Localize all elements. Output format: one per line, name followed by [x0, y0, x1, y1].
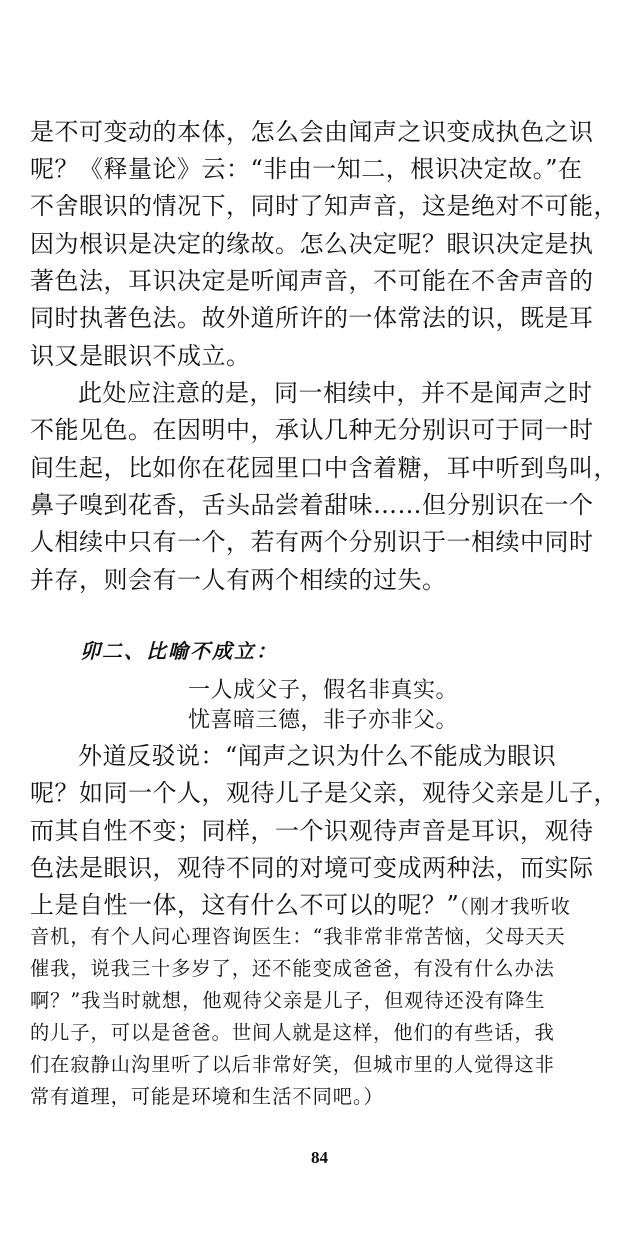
- text-line: 同时执著色法。故外道所许的一体常法的识，既是耳: [30, 304, 594, 332]
- text-line: 呢？《释量论》云：“非由一知二，根识决定故。”在: [30, 155, 583, 183]
- note-start: （刚才我听收: [459, 895, 571, 918]
- text-line: 呢？如同一个人，观待儿子是父亲，观待父亲是儿子，: [30, 779, 618, 807]
- text-line: 是不可变动的本体，怎么会由闻声之识变成执色之识: [30, 118, 594, 146]
- note-line: 音机，有个人问心理咨询医生：“我非常非常苦恼，父母天天: [30, 925, 566, 948]
- note-line: 们在寂静山沟里听了以后非常好笑，但城市里的人觉得这非: [30, 1053, 555, 1076]
- text-line-mixed: [30, 885, 612, 920]
- text-line: 并存，则会有一人有两个相续的过失。: [30, 566, 447, 594]
- note-line: 啊？”我当时就想，他观待父亲是儿子，但观待还没有降生: [30, 989, 546, 1012]
- text-line: 外道反驳说：“闻声之识为什么不能成为眼识: [78, 742, 557, 770]
- page-number: 84: [311, 1148, 328, 1167]
- text-line: 鼻子嗅到花香，舌头品尝着甜味……但分别识在一个: [30, 491, 594, 519]
- text-line: 间生起，比如你在花园里口中含着糖，耳中听到鸟叫，: [30, 454, 618, 482]
- text-line: 而其自性不变；同样，一个识观待声音是耳识，观待: [30, 817, 594, 845]
- text-line: 不舍眼识的情况下，同时了知声音，这是绝对不可能，: [30, 192, 618, 220]
- note-line: 催我，说我三十多岁了，还不能变成爸爸，有没有什么办法: [30, 957, 555, 980]
- text-line: 不能见色。在因明中，承认几种无分别识可于同一时: [30, 416, 594, 444]
- note-line: 的儿子，可以是爸爸。世间人就是这样，他们的有些话，我: [30, 1021, 555, 1044]
- text-line: 著色法，耳识决定是听闻声音，不可能在不舍声音的: [30, 267, 594, 295]
- verse-line: 一人成父子，假名非真实。: [188, 678, 459, 703]
- note-line: 常有道理，可能是环境和生活不同吧。）: [30, 1085, 384, 1108]
- section-heading: 卯二、比喻不成立：: [80, 639, 278, 663]
- text-line: 因为根识是决定的缘故。怎么决定呢？眼识决定是执: [30, 230, 594, 258]
- verse-line: 忧喜暗三德，非子亦非父。: [188, 708, 459, 733]
- text-main: 上是自性一体，这有什么不可以的呢？”: [30, 891, 460, 919]
- text-line: 色法是眼识，观待不同的对境可变成两种法，而实际: [30, 854, 594, 882]
- text-line: 人相续中只有一个，若有两个分别识于一相续中同时: [30, 528, 594, 556]
- text-line: 此处应注意的是，同一相续中，并不是闻声之时: [78, 379, 593, 407]
- text-line: 识又是眼识不成立。: [30, 342, 251, 370]
